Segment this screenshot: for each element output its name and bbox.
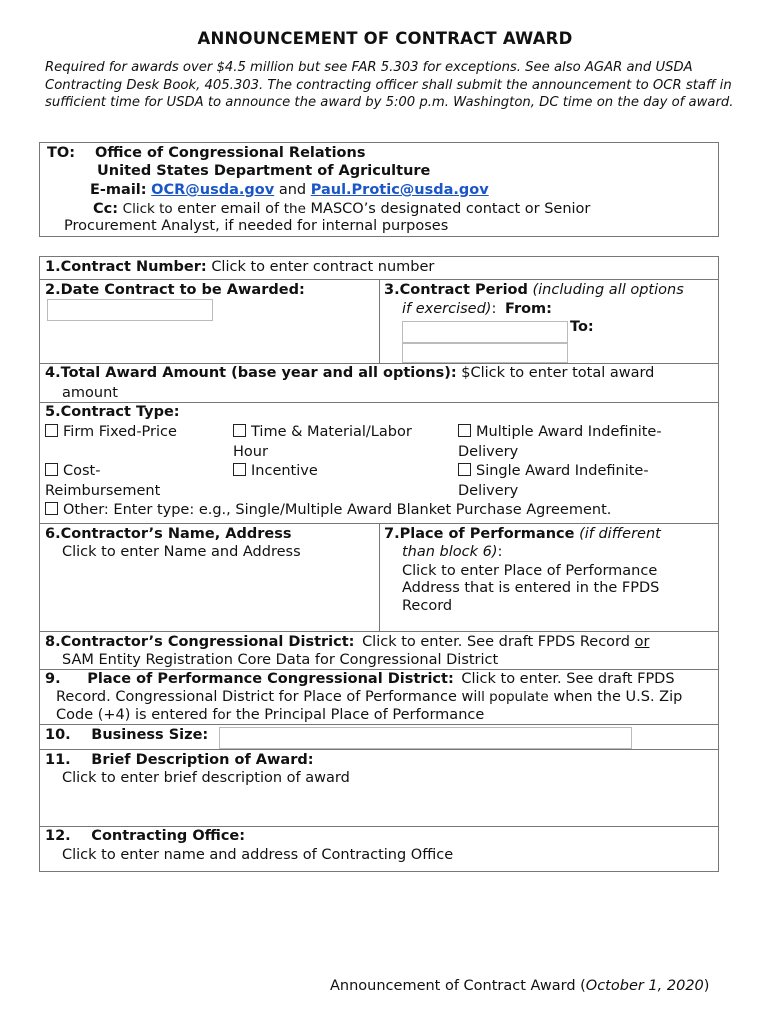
place-of-performance-note-2: than block 6) [402,544,498,560]
checkbox-cost-reimbursement[interactable] [45,463,58,476]
type-cost-reimbursement-cont: Reimbursement [45,483,161,499]
pop-district-field-cont[interactable]: Record. Congressional District for Place of Performance will populate when the U.S. Zip [56,689,683,705]
contract-period-label: 3.Contract Period [384,282,528,298]
type-incentive[interactable]: Incentive [233,462,318,481]
checkbox-multiple-award[interactable] [458,424,471,437]
cc-label: Cc: [93,201,119,217]
page-footer: Announcement of Contract Award (October 1, 2020) [330,978,710,994]
congressional-district-field[interactable]: Click to enter. See draft FPDS Record [362,634,630,650]
type-time-material[interactable]: Time & Material/Labor [233,423,412,442]
type-multiple-award-cont: Delivery [458,444,519,460]
pop-district-number: 9. [45,671,61,687]
intro-instructions: Required for awards over $4.5 million but see FAR 5.303 for exceptions. See also AGAR and USDA Contracting Desk Book, 405.303. The contracting officer shall submit the announcement to OCR staff in sufficient time for USDA to announce the award by 5:00 p.m. Washington, DC time on the day of award. [45,60,734,110]
date-awarded-label: 2.Date Contract to be Awarded: [45,282,305,298]
award-form: 1.Contract Number: Click to enter contract number 2.Date Contract to be Awarded: 3.Contract Period (including all options if exercised): From: To: 4.Total Award Amount (base year and all options): $Click to enter total award amount 5.Contract Type: Firm Fixed-Price Time & Material/Labor Hour Multiple Award Indefinite- Delivery Cost- Reimbursement Incentive Single Award Indefinite- Delivery Other: Enter type: e.g., Single/Multiple Award Blanket Purchase Agreement. 6.Contractor’s Name, Address Click to enter Name and Address 7.Place of Performance (if different than block 6): Click to enter Place of Performance Address that is entered in the FPDS Record 8.Contractor’s Congressional District: Click to enter. See draft FPDS Record or SAM Entity Registration Core Data for Congressional District 9. Place of Performance Congressional District: Click to enter. See draft FPDS Record. Congressional District for Place of Performance will populate when the U.S. Zip Code (+4) is entered for the Principal Place of Performance 10. Business Size: 11. Brief Description of Award: Click to enter brief description of award 12. Contracting Office: Click to enter name and address of Contracting Office [39,256,719,872]
date-awarded-input[interactable] [47,299,213,321]
description-label: Brief Description of Award: [91,752,314,768]
period-from-input[interactable] [402,321,568,343]
email-ocr-link[interactable]: OCR@usda.gov [151,182,275,198]
description-field[interactable]: Click to enter brief description of award [62,770,350,786]
contract-period-note: (including all options [532,282,684,298]
checkbox-time-material[interactable] [233,424,246,437]
total-award-field-cont[interactable]: amount [62,385,118,401]
business-size-label: Business Size: [91,727,209,743]
place-of-performance-label: 7.Place of Performance [384,526,575,542]
congressional-district-label: 8.Contractor’s Congressional District: [45,634,355,650]
place-of-performance-field-3[interactable]: Record [402,598,453,614]
cc-field[interactable]: Click to enter email of the MASCO’s designated contact or Senior [122,201,591,217]
total-award-label: 4.Total Award Amount (base year and all options): [45,365,457,381]
email-protic-link[interactable]: Paul.Protic@usda.gov [310,182,489,198]
page-title: ANNOUNCEMENT OF CONTRACT AWARD [197,29,573,48]
checkbox-firm-fixed[interactable] [45,424,58,437]
period-from-label: From: [504,301,552,317]
type-multiple-award[interactable]: Multiple Award Indefinite- [458,423,662,442]
contracting-office-label: Contracting Office: [91,828,246,844]
or-underlined: or [634,634,650,650]
contract-type-label: 5.Contract Type: [45,404,180,420]
type-single-award-cont: Delivery [458,483,519,499]
period-to-input[interactable] [402,343,568,363]
contract-number-field[interactable]: Click to enter contract number [211,259,435,275]
description-number: 11. [45,752,71,768]
type-time-material-cont: Hour [233,444,268,460]
checkbox-other[interactable] [45,502,58,515]
type-single-award[interactable]: Single Award Indefinite- [458,462,649,481]
business-size-input[interactable] [219,727,632,749]
pop-district-field[interactable]: Click to enter. See draft FPDS [461,671,675,687]
congressional-district-field-cont[interactable]: SAM Entity Registration Core Data for Congressional District [62,652,499,668]
footer-date: October 1, 2020 [585,978,704,994]
contractor-name-field[interactable]: Click to enter Name and Address [62,544,301,560]
type-cost-reimbursement[interactable]: Cost- [45,462,100,481]
office-name: Office of Congressional Relations [95,145,366,161]
place-of-performance-field-2[interactable]: Address that is entered in the FPDS [402,580,660,596]
place-of-performance-field[interactable]: Click to enter Place of Performance [402,563,658,579]
type-other[interactable]: Other: Enter type: e.g., Single/Multiple Award Blanket Purchase Agreement. [45,501,611,520]
checkbox-incentive[interactable] [233,463,246,476]
contract-number-label: 1.Contract Number: [45,259,207,275]
place-of-performance-note: (if different [579,526,661,542]
pop-district-field-cont-2[interactable]: Code (+4) is entered for the Principal Place of Performance [56,707,485,723]
period-to-label: To: [570,319,594,335]
to-label: TO: [47,145,76,161]
contracting-office-number: 12. [45,828,71,844]
email-label: E-mail: [90,182,147,198]
email-and: and [278,182,307,198]
pop-district-label: Place of Performance Congressional District: [87,671,454,687]
total-award-field[interactable]: $Click to enter total award [461,365,655,381]
type-firm-fixed-price[interactable]: Firm Fixed-Price [45,423,177,442]
contract-period-note-2: if exercised) [402,301,492,317]
cc-field-cont[interactable]: Procurement Analyst, if needed for internal purposes [64,218,449,234]
contractor-name-label: 6.Contractor’s Name, Address [45,526,292,542]
checkbox-single-award[interactable] [458,463,471,476]
business-size-number: 10. [45,727,71,743]
to-box [39,142,719,237]
department-name: United States Department of Agriculture [97,163,431,179]
contracting-office-field[interactable]: Click to enter name and address of Contracting Office [62,847,454,863]
